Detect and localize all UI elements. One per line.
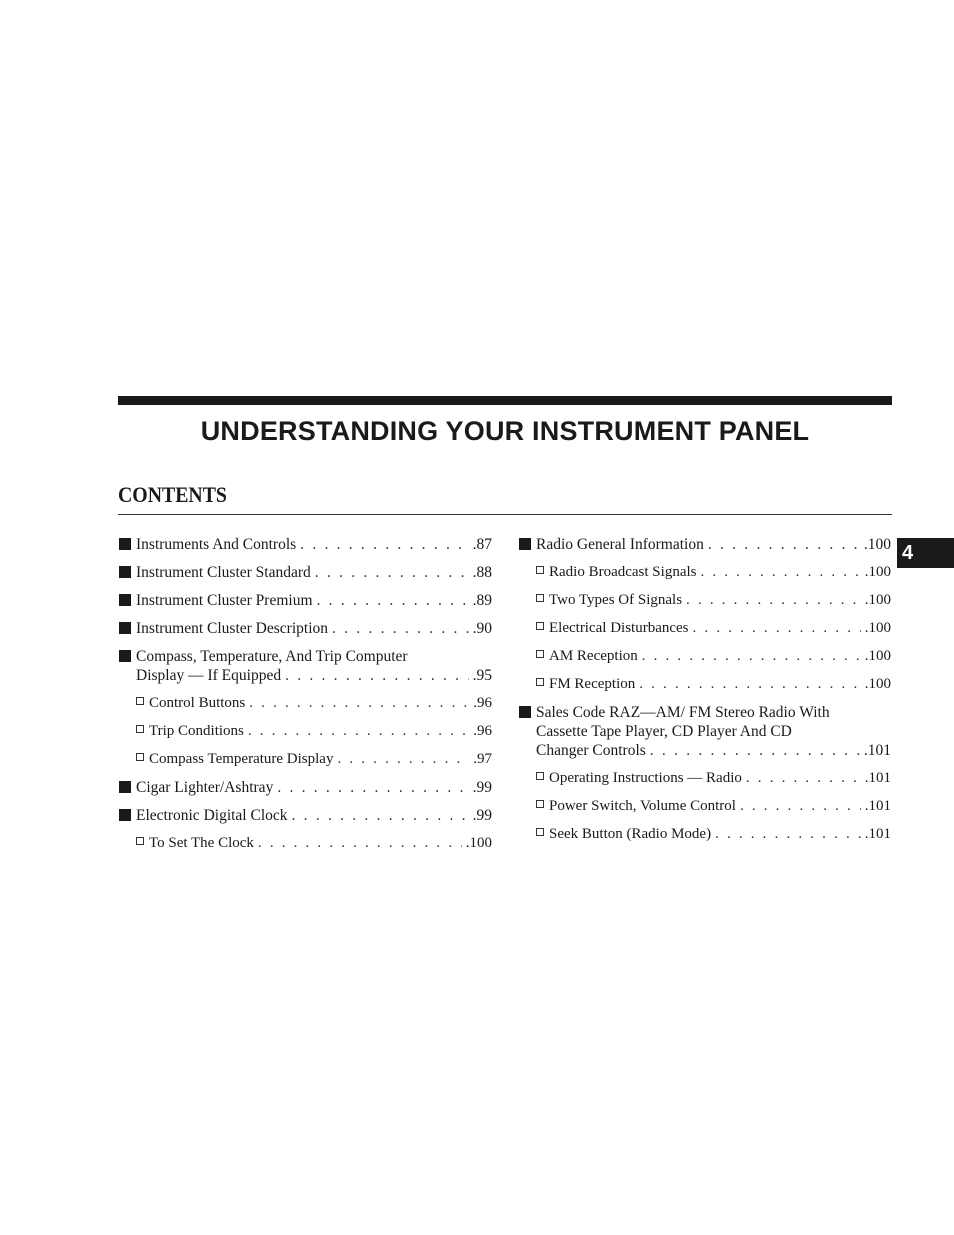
toc-entry[interactable] [118,834,492,853]
toc-page-number: .100 [863,536,891,553]
hollow-square-bullet-icon [536,828,544,836]
toc-entry-title: Display — If Equipped [136,667,282,684]
toc-entry[interactable] [118,806,492,825]
toc-entry[interactable] [518,563,891,582]
toc-entry[interactable] [118,535,492,554]
toc-page-number: .97 [473,751,492,767]
toc-entry-title: Compass, Temperature, And Trip Computer [136,648,408,665]
toc-entry-title: Sales Code RAZ—AM/ FM Stereo Radio With [536,704,830,721]
toc-entry-title: Power Switch, Volume Control [549,798,736,814]
square-bullet-icon [519,706,531,718]
toc-entry-title: Instrument Cluster Premium [136,592,313,609]
dot-leader [258,834,462,853]
toc-page-number: .99 [472,779,492,796]
toc-entry-title: Two Types Of Signals [549,592,683,608]
toc-entry-title: Radio Broadcast Signals [549,564,697,580]
toc-entry[interactable] [518,703,891,760]
toc-entry-title: To Set The Clock [149,835,254,851]
dot-leader [693,619,861,638]
toc-entry-title: Instruments And Controls [136,536,297,553]
square-bullet-icon [119,781,131,793]
toc-entry-title: FM Reception [549,676,636,692]
toc-page-number: .100 [864,620,891,636]
toc-entry-title: Electrical Disturbances [549,620,689,636]
toc-entry[interactable] [518,675,891,694]
toc-page-number: .101 [863,742,891,759]
toc-entry-title: Cassette Tape Player, CD Player And CD [536,723,792,740]
dot-leader [740,797,861,816]
dot-leader [746,769,861,788]
chapter-top-rule [118,396,892,405]
toc-entry[interactable] [118,591,492,610]
toc-page-number: .99 [472,807,492,824]
square-bullet-icon [119,538,131,550]
toc-entry[interactable] [518,769,891,788]
dot-leader [642,647,861,666]
dot-leader [715,825,861,844]
toc-page-number: .89 [472,592,492,609]
chapter-title: UNDERSTANDING YOUR INSTRUMENT PANEL [200,416,810,446]
toc-page-number: .88 [472,564,492,581]
hollow-square-bullet-icon [136,753,144,761]
dot-leader [277,778,468,797]
hollow-square-bullet-icon [536,594,544,602]
hollow-square-bullet-icon [136,697,144,705]
dot-leader [300,535,468,554]
dot-leader [317,591,469,610]
hollow-square-bullet-icon [136,725,144,733]
toc-page-number: .96 [473,723,492,739]
toc-entry[interactable] [518,591,891,610]
dot-leader [285,666,469,685]
square-bullet-icon [119,566,131,578]
toc-page-number: .90 [472,620,492,637]
square-bullet-icon [119,594,131,606]
toc-page-number: .101 [864,826,891,842]
toc-entry[interactable] [118,750,492,769]
toc-entry-title: Cigar Lighter/Ashtray [136,779,274,796]
toc-entry[interactable] [118,563,492,582]
dot-leader [337,750,469,769]
dot-leader [332,619,469,638]
toc-entry[interactable] [518,647,891,666]
toc-page-number: .87 [472,536,492,553]
hollow-square-bullet-icon [536,678,544,686]
toc-page-number: .101 [864,798,891,814]
toc-column-left [118,535,492,862]
toc-entry-title: Electronic Digital Clock [136,807,288,824]
hollow-square-bullet-icon [536,566,544,574]
toc-entry[interactable] [518,797,891,816]
toc-entry[interactable] [118,647,492,685]
toc-column-right [518,535,891,853]
dot-leader [708,535,860,554]
contents-rule [118,514,892,515]
square-bullet-icon [119,622,131,634]
toc-entry-title: Changer Controls [536,742,646,759]
toc-page-number: .100 [864,592,891,608]
toc-entry-title: Control Buttons [149,695,246,711]
toc-page-number: .101 [864,770,891,786]
toc-entry[interactable] [518,619,891,638]
toc-page-number: .100 [864,648,891,664]
toc-entry-title: Instrument Cluster Standard [136,564,311,581]
toc-page-number: .96 [473,695,492,711]
toc-page-number: .95 [472,667,492,684]
hollow-square-bullet-icon [536,800,544,808]
hollow-square-bullet-icon [536,772,544,780]
dot-leader [639,675,861,694]
toc-entry[interactable] [118,778,492,797]
dot-leader [700,563,860,582]
chapter-tab: 4 [897,538,954,568]
dot-leader [248,722,469,741]
toc-page-number: .100 [864,676,891,692]
dot-leader [686,591,861,610]
square-bullet-icon [119,650,131,662]
toc-entry-title: Operating Instructions — Radio [549,770,742,786]
toc-entry-title: Radio General Information [536,536,704,553]
dot-leader [292,806,469,825]
toc-entry-title: AM Reception [549,648,638,664]
dot-leader [249,694,469,713]
dot-leader [315,563,469,582]
toc-page-number: .100 [465,835,492,851]
toc-entry-title: Seek Button (Radio Mode) [549,826,712,842]
toc-entry[interactable] [118,694,492,713]
toc-entry-title: Instrument Cluster Description [136,620,328,637]
contents-heading: CONTENTS [118,482,227,507]
toc-entry[interactable] [518,535,891,554]
toc-entry-title: Compass Temperature Display [149,751,334,767]
square-bullet-icon [119,809,131,821]
toc-entry-title: Trip Conditions [149,723,244,739]
dot-leader [650,741,860,760]
hollow-square-bullet-icon [536,650,544,658]
toc-entry[interactable] [518,825,891,844]
toc-entry[interactable] [118,619,492,638]
toc-page-number: .100 [864,564,891,580]
hollow-square-bullet-icon [136,837,144,845]
hollow-square-bullet-icon [536,622,544,630]
toc-entry[interactable] [118,722,492,741]
square-bullet-icon [519,538,531,550]
